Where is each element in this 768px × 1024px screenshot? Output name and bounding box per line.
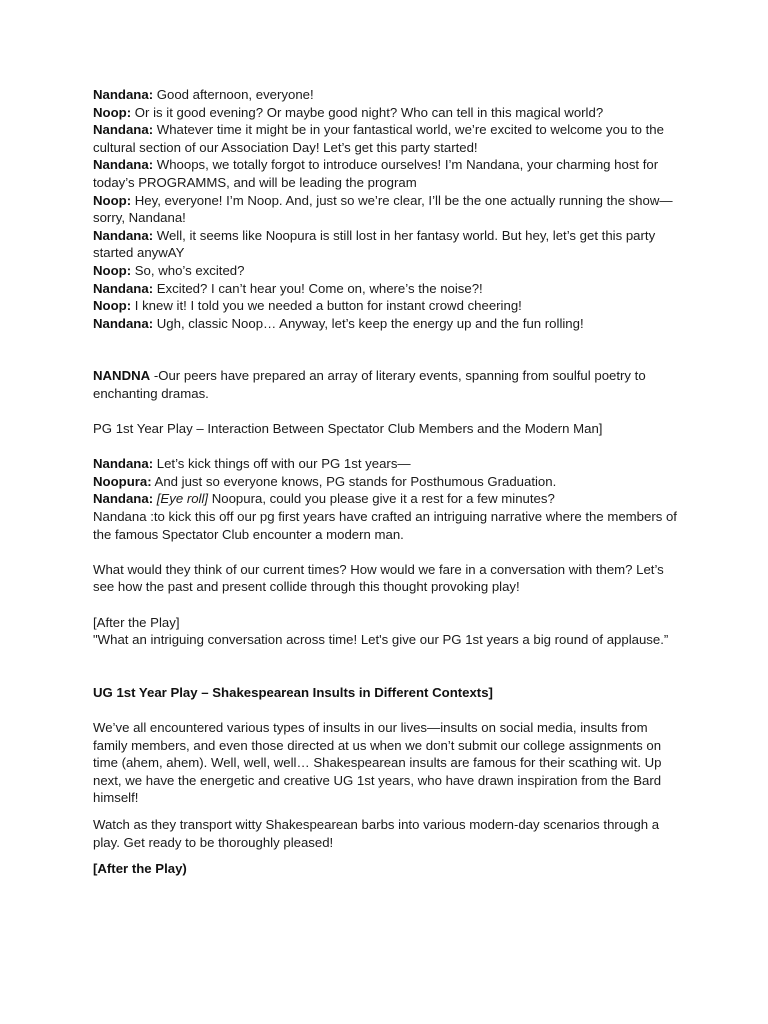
speaker-name: Nandana: — [93, 456, 154, 472]
opening-dialogue — [93, 86, 681, 332]
dialogue-text: Whatever time it might be in your fantastical world, we’re excited to welcome you to the cultural section of our Association Day! Let’s get this party started! — [93, 122, 664, 155]
dialogue-line — [93, 490, 681, 508]
dialogue-text: Noopura, could you please give it a rest for a few minutes? — [208, 491, 555, 507]
dialogue-text: Ugh, classic Noop… Anyway, let’s keep the energy up and the fun rolling! — [153, 315, 584, 331]
dialogue-text: Good afternoon, everyone! — [153, 87, 314, 102]
dialogue-line — [93, 455, 681, 473]
stage-direction: [Eye roll] — [156, 491, 209, 507]
spacer — [93, 403, 681, 421]
dialogue-line — [93, 86, 681, 104]
dialogue-line — [93, 121, 681, 156]
speaker-name: NANDNA — [93, 368, 151, 384]
dialogue-text: Excited? I can’t hear you! Come on, where’s the noise?! — [153, 280, 483, 296]
dialogue-line — [93, 104, 681, 122]
ug-play-heading: UG 1st Year Play – Shakespearean Insults in Different Contexts] — [93, 684, 493, 700]
nandna-intro — [93, 367, 681, 402]
dialogue-text: I knew it! I told you we needed a button for instant crowd cheering! — [131, 298, 522, 314]
speaker-name: Noop: — [93, 298, 132, 314]
speaker-name: Nandana: — [93, 87, 154, 102]
ug-paragraph: We’ve all encountered various types of insults in our lives—insults on social media, insults from family members, and even those directed at us when we don’t submit our college assignments on time (ahem, ahem). Well, well, well… Shakespearean insults are famous for their scathing wit. Up next, we have the energetic and creative UG 1st years, who have drawn inspiration from the Bard himself! — [93, 720, 662, 806]
question-paragraph: What would they think of our current times? How would we fare in a conversation with them? Let’s see how the past and present collide through this thought provoking play! — [93, 561, 664, 595]
dialogue-text: Or is it good evening? Or maybe good night? Who can tell in this magical world? — [131, 104, 604, 120]
dialogue-line — [93, 192, 681, 227]
after-play-note: [After the Play] — [93, 614, 180, 630]
speaker-name: Nandana: — [93, 122, 154, 138]
dialogue-line — [93, 315, 681, 333]
speaker-name: Noop: — [93, 262, 132, 278]
spacer — [93, 851, 681, 860]
dialogue-text: And just so everyone knows, PG stands for Posthumous Graduation. — [151, 473, 557, 489]
spacer — [93, 596, 681, 614]
applause-quote: "What an intriguing conversation across time! Let's give our PG 1st years a big round of applause.” — [93, 632, 669, 648]
dialogue-line — [93, 297, 681, 315]
spacer — [93, 438, 681, 456]
dialogue-line — [93, 156, 681, 191]
dialogue-text: Well, it seems like Noopura is still lost in her fantasy world. But hey, let’s get this party started anywAY — [93, 227, 656, 261]
dialogue-line — [93, 227, 681, 262]
dialogue-text: So, who’s excited? — [131, 262, 245, 278]
speaker-name: Nandana: — [93, 280, 154, 296]
spacer — [93, 701, 681, 719]
dialogue-text: Hey, everyone! I’m Noop. And, just so we’re clear, I’ll be the one actually running the show—sorry, Nandana! — [93, 192, 673, 226]
speaker-name: Nandana: — [93, 227, 154, 243]
script-body — [93, 86, 681, 878]
ug-paragraph: Watch as they transport witty Shakespearean barbs into various modern-day scenarios through a play. Get ready to be thoroughly pleased! — [93, 816, 660, 850]
dialogue-line — [93, 473, 681, 491]
speaker-name: Noop: — [93, 104, 132, 120]
spacer — [93, 543, 681, 561]
speaker-name: Nandana: — [93, 315, 154, 331]
speaker-name: Noopura: — [93, 473, 152, 489]
after-play-note: [After the Play) — [93, 861, 187, 877]
intro-text: -Our peers have prepared an array of literary events, spanning from soulful poetry to enchanting dramas. — [93, 368, 646, 401]
spacer — [93, 649, 681, 684]
pg-dialogue — [93, 455, 681, 543]
speaker-name: Nandana: — [93, 157, 154, 173]
speaker-name: Noop: — [93, 192, 132, 208]
spacer — [93, 807, 681, 816]
dialogue-text: Let’s kick things off with our PG 1st years— — [153, 456, 411, 472]
dialogue-line — [93, 280, 681, 298]
spacer — [93, 332, 681, 367]
dialogue-text: Whoops, we totally forgot to introduce ourselves! I’m Nandana, your charming host for today’s PROGRAMMS, and will be leading the program — [93, 157, 659, 190]
dialogue-line — [93, 262, 681, 280]
speaker-name: Nandana: — [93, 491, 154, 507]
pg-play-heading: PG 1st Year Play – Interaction Between Spectator Club Members and the Modern Man] — [93, 421, 603, 437]
dialogue-line: Nandana :to kick this off our pg first years have crafted an intriguing narrative where the members of the famous Spectator Club encounter a modern man. — [93, 509, 677, 542]
